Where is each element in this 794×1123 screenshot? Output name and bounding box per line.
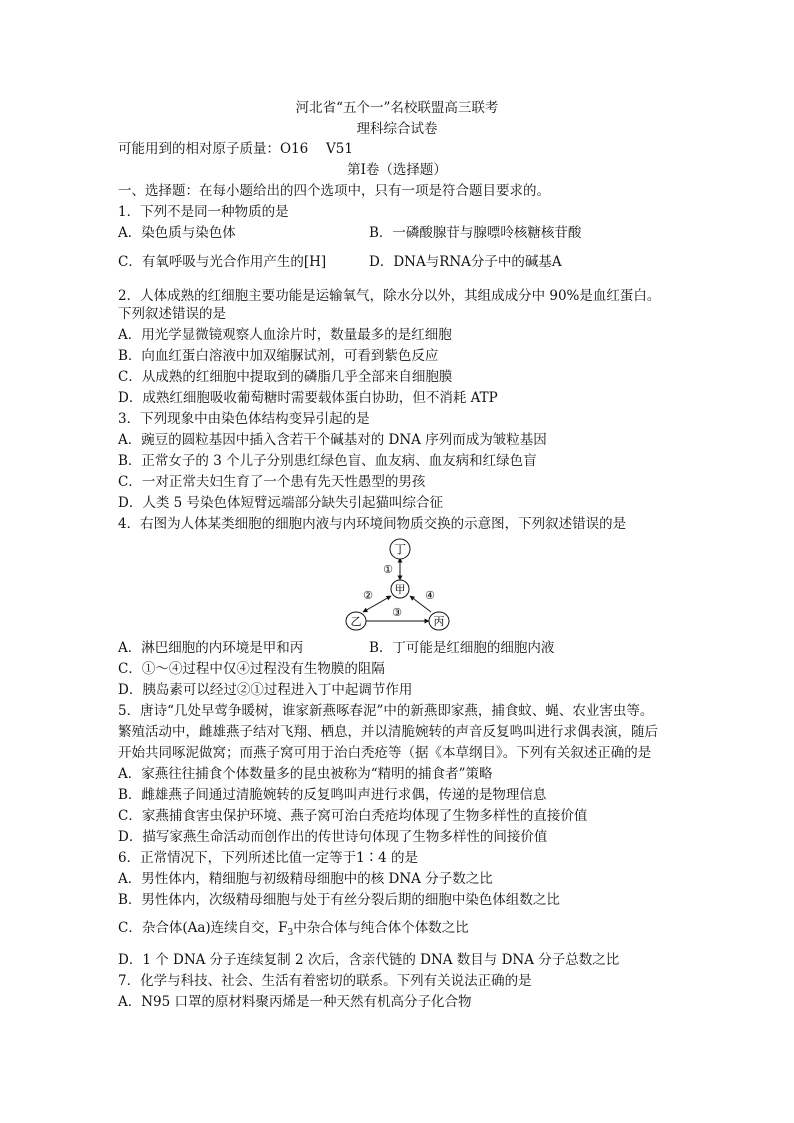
q7-option-a: A．N95 口罩的原材料聚丙烯是一种天然有机高分子化合物 bbox=[118, 994, 472, 1010]
node-bing-label: 丙 bbox=[433, 615, 445, 628]
q4-option-d: D．胰岛素可以经过②①过程进入丁中起调节作用 bbox=[118, 682, 413, 698]
q1-option-b: B．一磷酸腺苷与腺嘌呤核糖核苷酸 bbox=[369, 225, 582, 241]
q6-option-b: B．男性体内，次级精母细胞与处于有丝分裂后期的细胞中染色体组数之比 bbox=[118, 892, 560, 908]
q5-stem-line2: 繁殖活动中，雌雄燕子结对飞翔、栖息，并以清脆婉转的声音反复鸣叫进行求偶表演，随后 bbox=[118, 724, 658, 740]
q1-option-a: A．染色质与染色体 bbox=[118, 225, 236, 241]
process-3-label: ③ bbox=[392, 606, 402, 619]
q1-option-c: C．有氧呼吸与光合作用产生的[H] bbox=[118, 254, 327, 270]
q6-option-c bbox=[118, 920, 469, 941]
process-4-label: ④ bbox=[425, 589, 435, 602]
q2-stem-line1: 2．人体成熟的红细胞主要功能是运输氧气，除水分以外，其组成成分中 90%是血红蛋白。 bbox=[118, 288, 661, 304]
q5-option-d: D．描写家燕生命活动而创作出的传世诗句体现了生物多样性的间接价值 bbox=[118, 829, 548, 845]
q4-option-b: B．丁可能是红细胞的细胞内液 bbox=[369, 640, 555, 656]
q6-option-a: A．男性体内，精细胞与初级精母细胞中的核 DNA 分子数之比 bbox=[118, 871, 493, 887]
q4-stem: 4．右图为人体某类细胞的细胞内液与内环境间物质交换的示意图，下列叙述错误的是 bbox=[118, 516, 627, 532]
q3-option-a: A．豌豆的圆粒基因中插入含若干个碱基对的 DNA 序列而成为皱粒基因 bbox=[118, 432, 547, 448]
q7-stem: 7．化学与科技、社会、生活有着密切的联系。下列有关说法正确的是 bbox=[118, 973, 532, 989]
q2-option-d: D．成熟红细胞吸收葡萄糖时需要载体蛋白协助，但不消耗 ATP bbox=[118, 390, 498, 406]
q6-option-d: D．1 个 DNA 分子连续复制 2 次后，含亲代链的 DNA 数目与 DNA 分子总数之比 bbox=[118, 952, 620, 968]
q3-option-c: C．一对正常夫妇生育了一个患有先天性愚型的男孩 bbox=[118, 474, 426, 490]
q6-stem: 6．正常情况下，下列所述比值一定等于1∶4 的是 bbox=[118, 850, 419, 866]
q3-option-d: D．人类 5 号染色体短臂远端部分缺失引起猫叫综合征 bbox=[118, 495, 443, 511]
q5-option-c: C．家燕捕食害虫保护环境、燕子窝可治白秃疮均体现了生物多样性的直接价值 bbox=[118, 808, 588, 824]
fluid-exchange-diagram bbox=[338, 536, 456, 636]
q5-option-b: B．雌雄燕子间通过清脆婉转的反复鸣叫声进行求偶，传递的是物理信息 bbox=[118, 787, 547, 803]
volume-heading: 第Ⅰ卷（选择题） bbox=[347, 162, 447, 178]
node-yi-label: 乙 bbox=[350, 615, 362, 628]
exam-title: 河北省“五个一”名校联盟高三联考 bbox=[295, 100, 499, 116]
q1-option-d: D．DNA与RNA分子中的碱基A bbox=[369, 254, 562, 270]
q5-stem-line1: 5．唐诗“几处早莺争暖树，谁家新燕啄春泥”中的新燕即家燕，捕食蚊、蝇、农业害虫等。 bbox=[118, 703, 654, 719]
q5-stem-line3: 开始共同啄泥做窝；而燕子窝可用于治白秃疮等（据《本草纲目》。下列有关叙述正确的是 bbox=[118, 745, 652, 761]
q2-option-c: C．从成熟的红细胞中提取到的磷脂几乎全部来自细胞膜 bbox=[118, 369, 453, 385]
q6-option-c-subscript: 3 bbox=[287, 928, 294, 938]
atomic-mass-note: 可能用到的相对原子质量：O16 V51 bbox=[118, 141, 353, 157]
process-2-label: ② bbox=[363, 589, 373, 602]
q2-option-b: B．向血红蛋白溶液中加双缩脲试剂，可看到紫色反应 bbox=[118, 348, 439, 364]
q1-stem: 1．下列不是同一种物质的是 bbox=[118, 204, 289, 220]
q5-option-a: A．家燕往往捕食个体数量多的昆虫被称为“精明的捕食者”策略 bbox=[118, 766, 493, 782]
q3-stem: 3．下列现象中由染色体结构变异引起的是 bbox=[118, 411, 370, 427]
node-jia-label: 甲 bbox=[394, 583, 406, 596]
section-heading: 一、选择题：在每小题给出的四个选项中，只有一项是符合题目要求的。 bbox=[118, 183, 550, 199]
q3-option-b: B．正常女子的 3 个儿子分别患红绿色盲、血友病、血友病和红绿色盲 bbox=[118, 453, 537, 469]
q6-option-c-tail: 中杂合体与纯合体个体数之比 bbox=[293, 920, 469, 936]
q6-option-c-text: C．杂合体(Aa)连续自交，F bbox=[118, 920, 288, 936]
exam-subtitle: 理科综合试卷 bbox=[356, 121, 438, 137]
q4-option-c: C．①～④过程中仅④过程没有生物膜的阻隔 bbox=[118, 661, 385, 677]
q4-option-a: A．淋巴细胞的内环境是甲和丙 bbox=[118, 640, 304, 656]
q2-option-a: A．用光学显微镜观察人血涂片时，数量最多的是红细胞 bbox=[118, 327, 452, 343]
node-ding-label: 丁 bbox=[393, 542, 407, 557]
process-1-label: ① bbox=[383, 563, 393, 576]
q2-stem-line2: 下列叙述错误的是 bbox=[118, 306, 226, 322]
